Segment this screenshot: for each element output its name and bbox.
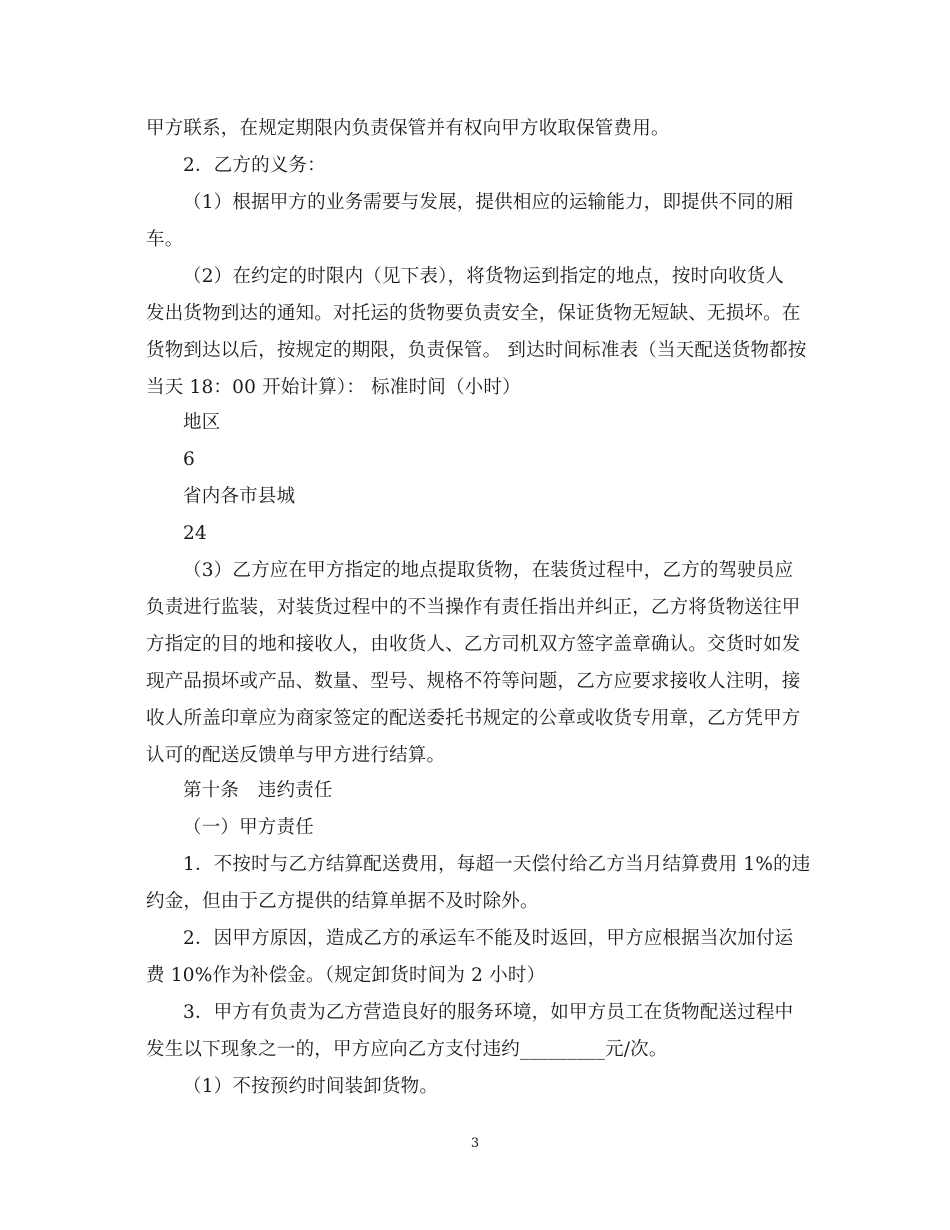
text-line: 省内各市县城 [183,486,296,507]
text-line: 1．不按时与乙方结算配送费用，每超一天偿付给乙方当月结算费用 1%的违 [183,854,811,875]
text-line: 2．因甲方原因，造成乙方的承运车不能及时返回，甲方应根据当次加付运 [183,928,794,949]
text-line: 货物到达以后，按规定的期限，负责保管。 到达时间标准表（当天配送货物都按 [146,340,807,361]
text-line: 负责进行监装，对装货过程中的不当操作有责任指出并纠正，乙方将货物送往甲 [146,597,801,618]
text-line: （3）乙方应在甲方指定的地点提取货物，在装货过程中，乙方的驾驶员应 [183,560,794,581]
subsection-heading: （一）甲方责任 [183,817,314,838]
text-line: 收人所盖印章应为商家签定的配送委托书规定的公章或收货专用章，乙方凭甲方 [146,708,801,729]
text-line: 费 10%作为补偿金。（规定卸货时间为 2 小时） [146,965,546,986]
text-line: （1）根据甲方的业务需要与发展，提供相应的运输能力，即提供不同的厢 [183,192,794,213]
text-line: 地区 [183,412,221,433]
text-line: 方指定的目的地和接收人，由收货人、乙方司机双方签字盖章确认。交货时如发 [146,634,801,655]
text-line: 3．甲方有负责为乙方营造良好的服务环境，如甲方员工在货物配送过程中 [183,1002,794,1023]
text-line: 约金，但由于乙方提供的结算单据不及时除外。 [146,891,539,912]
text-line: 现产品损坏或产品、数量、型号、规格不符等问题，乙方应要求接收人注明，接 [146,671,801,692]
section-heading: 第十条 违约责任 [183,780,333,801]
text-line: 认可的配送反馈单与甲方进行结算。 [146,745,446,766]
text-line: 24 [183,523,207,544]
page-number: 3 [470,1136,480,1151]
text-line: （1）不按预约时间装卸货物。 [183,1076,439,1097]
text-line: 发生以下现象之一的，甲方应向乙方支付违约_________元/次。 [146,1039,668,1060]
text-line: 2．乙方的义务： [183,155,326,176]
text-line: 甲方联系，在规定期限内负责保管并有权向甲方收取保管费用。 [146,118,670,139]
text-line: 6 [183,449,195,470]
text-line: 发出货物到达的通知。对托运的货物要负责安全，保证货物无短缺、无损坏。在 [146,303,801,324]
text-line: 车。 [146,229,184,250]
text-line: 当天 18：00 开始计算）： 标准时间（小时） [146,377,521,398]
text-line: （2）在约定的时限内（见下表），将货物运到指定的地点，按时向收货人 [183,266,785,287]
